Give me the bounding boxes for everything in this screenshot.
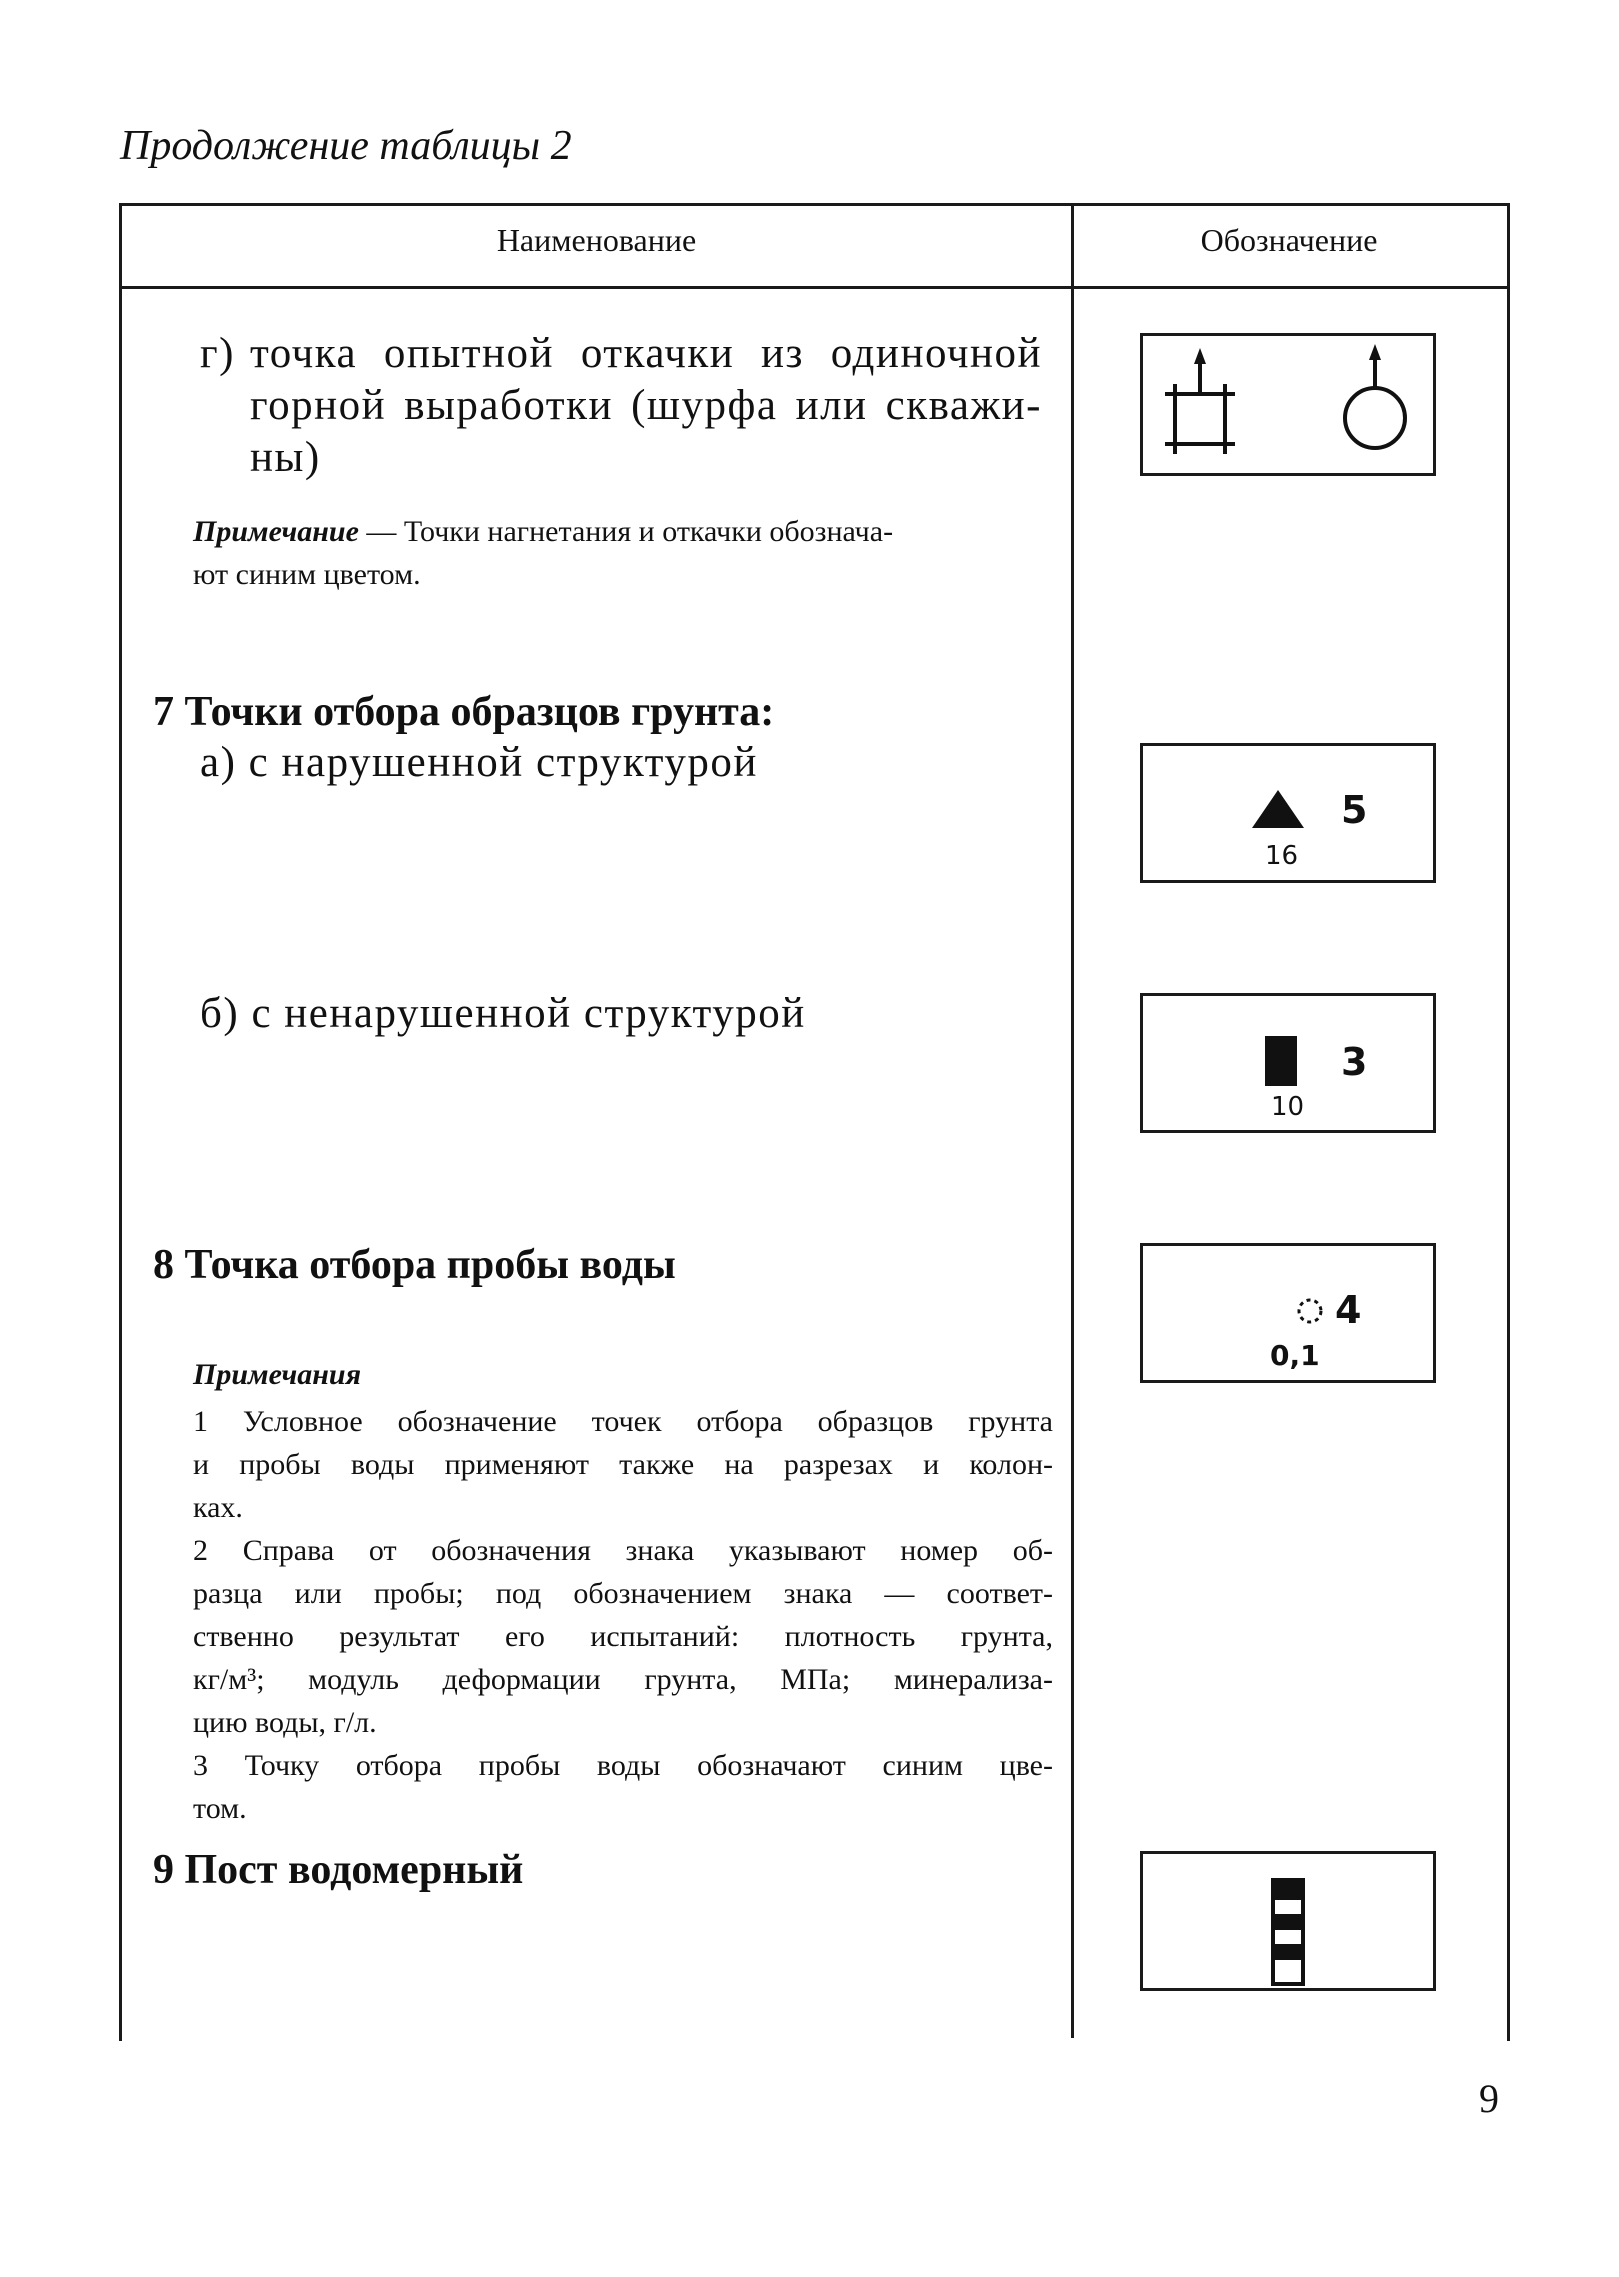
table-caption: Продолжение таблицы 2 xyxy=(120,123,572,169)
section-7-item-a: а) с нарушенной структурой xyxy=(200,739,758,786)
symbol-box-undisturbed xyxy=(1140,993,1436,1133)
note-line: разца или пробы; под обозначением знака — соответ- xyxy=(193,1577,1053,1610)
symbol-box-water xyxy=(1140,1243,1436,1383)
symbol-7a-number: 5 xyxy=(1341,788,1368,832)
symbol-7b-number: 3 xyxy=(1341,1040,1368,1084)
pumping-point-icon xyxy=(1143,336,1433,473)
item-g-line2: горной выработки (шурфа или скважи- xyxy=(250,382,1042,429)
note-line: 3 Точку отбора пробы воды обозначают синим цве- xyxy=(193,1749,1053,1782)
symbol-8-number: 4 xyxy=(1335,1288,1362,1332)
water-sample-icon xyxy=(1293,1294,1327,1328)
note-line: ках. xyxy=(193,1491,243,1524)
section-8-heading: 8 Точка отбора пробы воды xyxy=(153,1242,676,1288)
note-line: 2 Справа от обозначения знака указывают номер об- xyxy=(193,1534,1053,1567)
section-7-heading: 7 Точки отбора образцов грунта: xyxy=(153,689,775,735)
column-divider xyxy=(1071,203,1074,2038)
note-text-line2: ют синим цветом. xyxy=(193,558,421,591)
symbol-box-disturbed xyxy=(1140,743,1436,883)
page-number: 9 xyxy=(1479,2076,1499,2121)
note-text-line1: — Точки нагнетания и откачки обознача- xyxy=(366,515,894,548)
note-line: и пробы воды применяют также на разрезах и колон- xyxy=(193,1448,1053,1481)
water-gauge-icon xyxy=(1271,1878,1305,1988)
note-line: том. xyxy=(193,1792,247,1825)
header-divider xyxy=(119,286,1507,289)
symbol-box-pumping xyxy=(1140,333,1436,476)
column-header-name: Наименование xyxy=(496,222,697,258)
notes-title: Примечания xyxy=(193,1358,362,1391)
item-g-marker: г) xyxy=(200,330,235,377)
symbol-box-gauge xyxy=(1140,1851,1436,1991)
item-g-line3: ны) xyxy=(250,434,321,481)
symbol-7b-value: 10 xyxy=(1271,1092,1305,1122)
note-pumping xyxy=(193,510,1053,553)
section-7-item-b: б) с ненарушенной структурой xyxy=(200,990,806,1037)
section-9-heading: 9 Пост водомерный xyxy=(153,1847,524,1893)
symbol-7a-value: 16 xyxy=(1265,841,1299,871)
symbol-8-value: 0,1 xyxy=(1270,1339,1320,1372)
notes-list xyxy=(193,1400,1053,1830)
note-line: 1 Условное обозначение точек отбора образцов грунта xyxy=(193,1405,1053,1438)
item-g-line1: точка опытной откачки из одиночной xyxy=(250,330,1042,377)
filled-square-icon xyxy=(1265,1036,1297,1086)
note-line: ственно результат его испытаний: плотность грунта, xyxy=(193,1620,1053,1653)
column-header-symbol: Обозначение xyxy=(1200,222,1378,258)
note-label: Примечание xyxy=(193,515,359,548)
note-line: цию воды, г/л. xyxy=(193,1706,377,1739)
note-line: кг/м³; модуль деформации грунта, МПа; минерализа- xyxy=(193,1663,1053,1696)
filled-triangle-icon xyxy=(1248,786,1308,830)
